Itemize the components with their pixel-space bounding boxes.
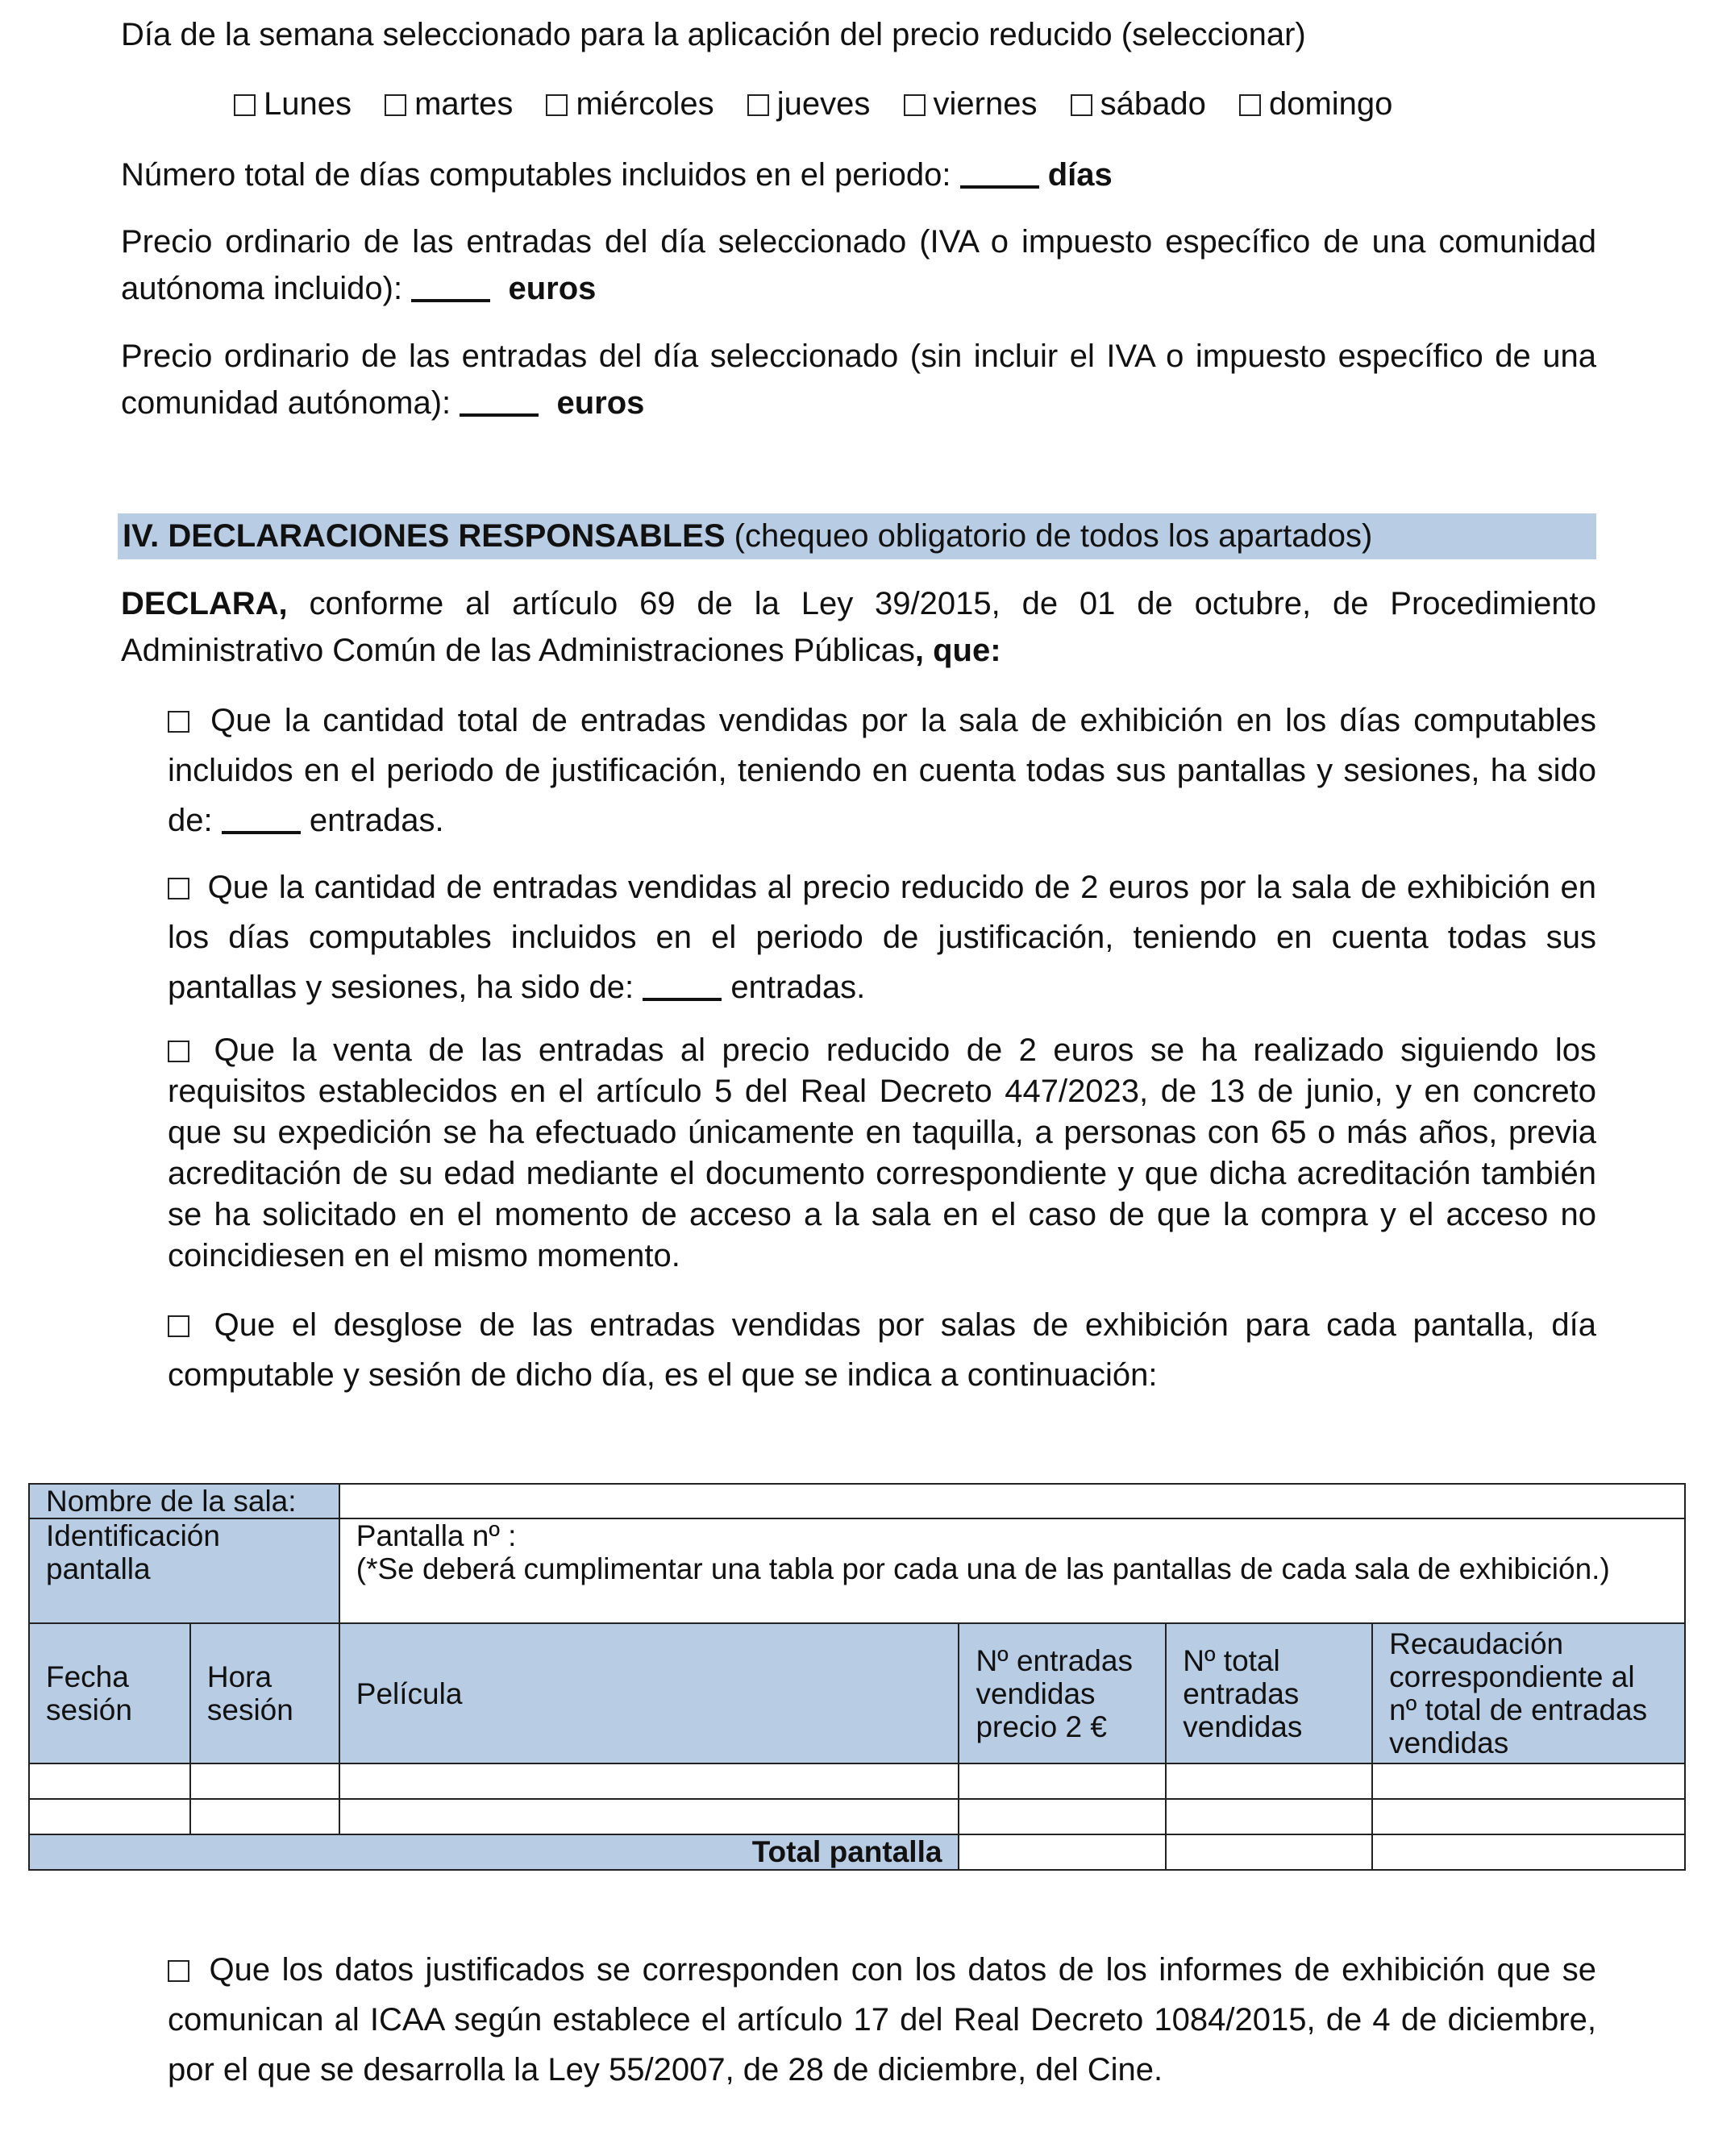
table-cell[interactable] (339, 1799, 959, 1834)
total-entradas-2-cell[interactable] (959, 1834, 1166, 1870)
price-with-tax-line: Precio ordinario de las entradas del día seleccionado (IVA o impuesto específico de una comunidad autónoma incluido): euros (121, 224, 1596, 306)
day-option-domingo[interactable]: domingo (1239, 86, 1392, 122)
header-entradas-2: Nº entradas vendidas precio 2 € (959, 1623, 1166, 1763)
checkbox[interactable] (168, 1041, 189, 1062)
table-cell[interactable] (190, 1763, 339, 1799)
declara-paragraph: DECLARA, conforme al artículo 69 de la Ley 39/2015, de 01 de octubre, de Procedimiento Administrativo Común de las Administraciones Públicas, que: (121, 586, 1596, 668)
declaration-item-4: Que el desglose de las entradas vendidas por salas de exhibición para cada pantalla, día computable y sesión de dicho día, es el que se indica a continuación: (168, 1307, 1596, 1393)
total-entradas-cell[interactable] (1166, 1834, 1372, 1870)
declaration-item-2: Que la cantidad de entradas vendidas al precio reducido de 2 euros por la sala de exhibición en los días computables incluidos en el periodo de justificación, teniendo en cuenta todas sus pantallas y sesiones, ha sido de: entradas. (168, 870, 1596, 1005)
total-days-line: Número total de días computables incluidos en el periodo: días (121, 157, 1113, 193)
header-fecha: Fecha sesión (29, 1623, 190, 1763)
checkbox[interactable] (546, 94, 568, 116)
table-cell[interactable] (959, 1799, 1166, 1834)
item1-blank[interactable] (222, 808, 301, 834)
declaration-item-3: Que la venta de las entradas al precio reducido de 2 euros se ha realizado siguiendo los requisitos establecidos en el artículo 5 del Real Decreto 447/2023, de 13 de junio, y en concreto que su expedición se ha efectuado únicamente en taquilla, a personas con 65 o más años, previa acreditación de su edad mediante el documento correspondiente y que dicha acreditación también se ha solicitado en el momento de acceso a la sala en el caso de que la compra y el acceso no coincidiesen en el mismo momento. (168, 1032, 1596, 1273)
price-without-tax-blank[interactable] (460, 391, 539, 417)
table-cell[interactable] (29, 1799, 190, 1834)
table-cell[interactable] (959, 1763, 1166, 1799)
total-recaudacion-cell[interactable] (1372, 1834, 1685, 1870)
price-without-tax-line: Precio ordinario de las entradas del día seleccionado (sin incluir el IVA o impuesto específico de una comunidad autónoma): euros (121, 339, 1596, 421)
declaration-item-5: Que los datos justificados se corresponden con los datos de los informes de exhibición que se comunican al ICAA según establece el artículo 17 del Real Decreto 1084/2015, de 4 de diciembre, por el que se desarrolla la Ley 55/2007, de 28 de diciembre, del Cine. (168, 1952, 1596, 2087)
pantalla-id-value-cell[interactable] (339, 1518, 1685, 1623)
header-total-entradas: Nº total entradas vendidas (1166, 1623, 1372, 1763)
total-pantalla-label: Total pantalla (29, 1834, 959, 1870)
pantalla-no-label: Pantalla nº : (356, 1519, 517, 1552)
header-pelicula: Película (339, 1623, 959, 1763)
pantalla-id-label-cell: Identificación pantalla (29, 1518, 339, 1623)
table-cell[interactable] (190, 1799, 339, 1834)
table-row (29, 1763, 1685, 1799)
day-option-lunes[interactable]: Lunes (234, 86, 352, 122)
checkbox[interactable] (234, 94, 256, 116)
day-option-jueves[interactable]: jueves (747, 86, 871, 122)
item2-blank[interactable] (643, 975, 722, 1001)
checkbox[interactable] (168, 711, 189, 733)
checkbox[interactable] (385, 94, 406, 116)
table-cell[interactable] (1372, 1799, 1685, 1834)
checkbox[interactable] (747, 94, 769, 116)
checkbox[interactable] (1239, 94, 1261, 116)
pantalla-note: (*Se deberá cumplimentar una tabla por cada una de las pantallas de cada sala de exhibición.) (356, 1552, 1610, 1585)
checkbox[interactable] (168, 1315, 189, 1337)
day-option-miercoles[interactable]: miércoles (546, 86, 713, 122)
header-recaudacion: Recaudación correspondiente al nº total de entradas vendidas (1372, 1623, 1685, 1763)
day-option-martes[interactable]: martes (385, 86, 513, 122)
total-days-blank[interactable] (960, 163, 1039, 189)
header-hora: Hora sesión (190, 1623, 339, 1763)
table-row (29, 1799, 1685, 1834)
section-iv-heading: IV. DECLARACIONES RESPONSABLES (chequeo obligatorio de todos los apartados) (118, 513, 1596, 559)
table-cell[interactable] (1166, 1763, 1372, 1799)
table-cell[interactable] (339, 1763, 959, 1799)
sala-label-cell: Nombre de la sala: (29, 1484, 339, 1518)
table-cell[interactable] (1372, 1763, 1685, 1799)
days-checkbox-row (234, 81, 1417, 127)
day-option-sabado[interactable]: sábado (1071, 86, 1206, 122)
sala-value-cell[interactable] (339, 1484, 1685, 1518)
declaration-item-1: Que la cantidad total de entradas vendidas por la sala de exhibición en los días computables incluidos en el periodo de justificación, teniendo en cuenta todas sus pantallas y sesiones, ha sido de: entradas. (168, 703, 1596, 838)
table-cell[interactable] (29, 1763, 190, 1799)
screen-breakdown-table (28, 1483, 1686, 1871)
table-cell[interactable] (1166, 1799, 1372, 1834)
checkbox[interactable] (1071, 94, 1092, 116)
checkbox[interactable] (168, 878, 189, 899)
days-select-label: Día de la semana seleccionado para la aplicación del precio reducido (seleccionar) (121, 17, 1306, 52)
day-option-viernes[interactable]: viernes (904, 86, 1038, 122)
checkbox[interactable] (904, 94, 926, 116)
checkbox[interactable] (168, 1960, 189, 1982)
price-with-tax-blank[interactable] (411, 276, 490, 302)
